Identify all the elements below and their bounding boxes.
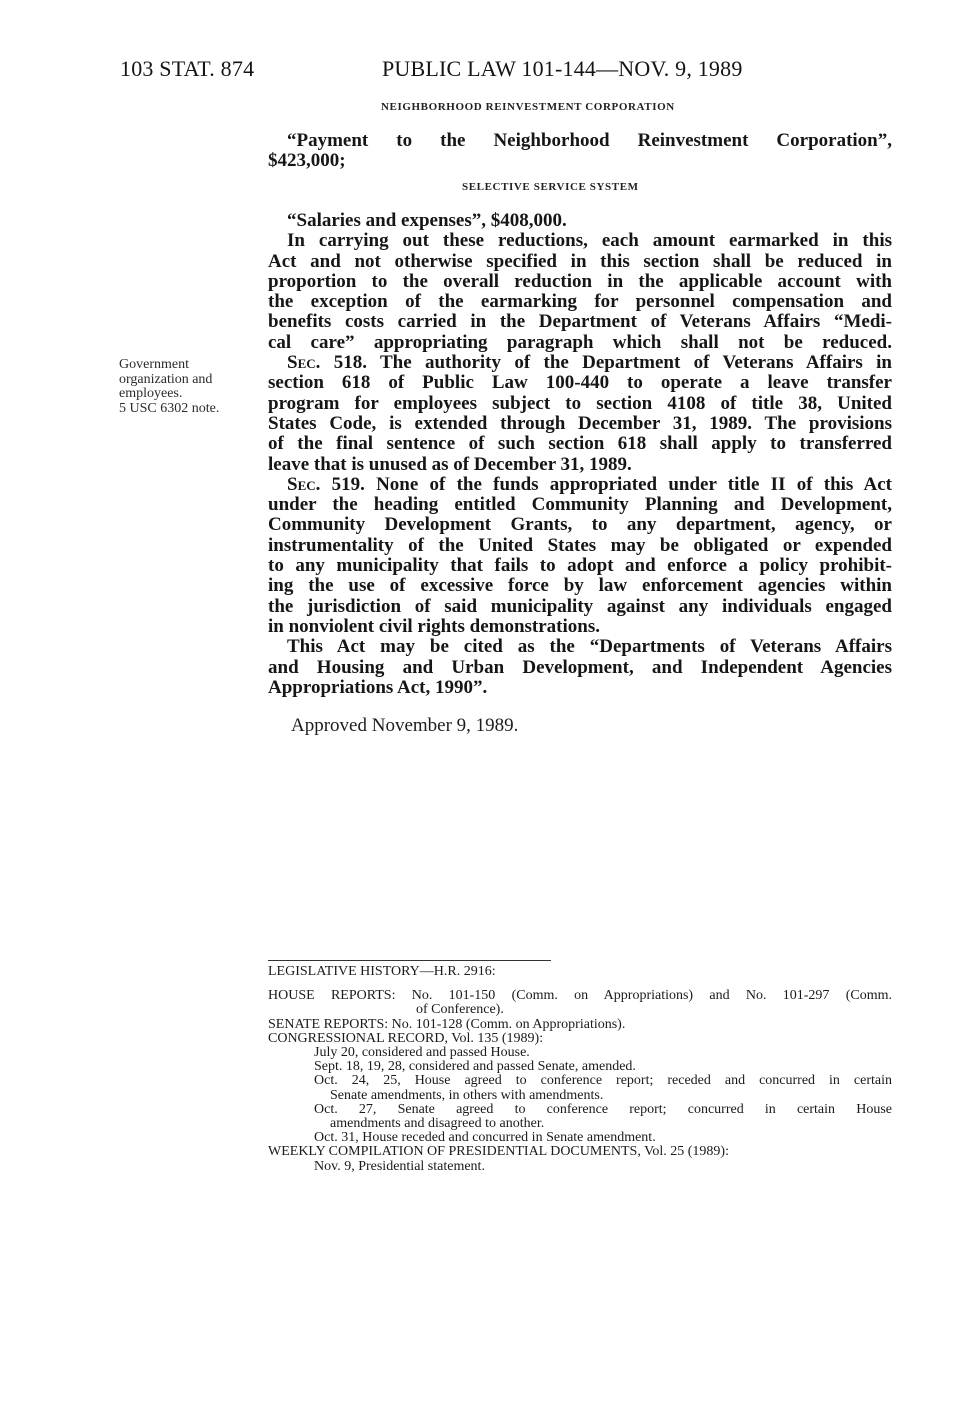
record-entry: Oct. 31, House receded and concurred in Senate amendment.: [314, 1130, 656, 1146]
page-title: PUBLIC LAW 101-144—NOV. 9, 1989: [382, 56, 743, 81]
record-entry-cont: amendments and disagreed to another.: [330, 1116, 545, 1132]
senate-reports: SENATE REPORTS: No. 101-128 (Comm. on Appropriations).: [268, 1016, 626, 1032]
salaries-line: “Salaries and expenses”, $408,000.: [287, 210, 567, 231]
record-entry: July 20, considered and passed House.: [314, 1045, 530, 1061]
sec-518-first-line: [268, 353, 892, 373]
weekly-compilation: WEEKLY COMPILATION OF PRESIDENTIAL DOCUMENTS, Vol. 25 (1989):: [268, 1144, 729, 1160]
text-line: States Code, is extended through December 31, 1989. The provisions: [268, 412, 892, 434]
text-line: the jurisdiction of said municipality against any individuals engaged: [268, 595, 892, 617]
text-line: and Housing and Urban Development, and Independent Agencies: [268, 656, 892, 678]
main-text: [268, 211, 892, 698]
margin-note-line: Government: [119, 357, 189, 372]
approval-date: Approved November 9, 1989.: [291, 715, 519, 736]
weekly-entry: Nov. 9, Presidential statement.: [314, 1158, 485, 1174]
text-line: In carrying out these reductions, each amount earmarked in this: [287, 230, 892, 252]
record-entry: Sept. 18, 19, 28, considered and passed Senate, amended.: [314, 1059, 636, 1075]
section-heading-selective-service: SELECTIVE SERVICE SYSTEM: [462, 181, 639, 193]
text-line: benefits costs carried in the Department of Veterans Affairs “Medi-: [268, 311, 892, 333]
text-line: of the final sentence of such section 618 shall apply to transferred: [268, 433, 892, 455]
record-entry: Oct. 27, Senate agreed to conference report; concurred in certain House: [314, 1101, 892, 1117]
house-reports-cont: of Conference).: [416, 1002, 504, 1018]
record-entry-cont: Senate amendments, in others with amendments.: [330, 1087, 604, 1103]
sec-518-label: Sec. 518.: [287, 352, 367, 374]
payment-paragraph: [268, 131, 892, 172]
margin-note-line: 5 USC 6302 note.: [119, 400, 220, 416]
text-line: ing the use of excessive force by law enforcement agencies within: [268, 575, 892, 597]
text-line: Act and not otherwise specified in this section shall be reduced in: [268, 250, 892, 272]
record-entry: Oct. 24, 25, House agreed to conference report; receded and concurred in certain: [314, 1073, 892, 1089]
sec-519-label: Sec. 519.: [287, 473, 365, 495]
margin-note: [119, 358, 259, 416]
congressional-record: CONGRESSIONAL RECORD, Vol. 135 (1989):: [268, 1030, 544, 1046]
legislative-history: [268, 965, 892, 1174]
stat-reference: 103 STAT. 874: [120, 56, 255, 81]
payment-line: “Payment to the Neighborhood Reinvestment Corporation”,: [287, 130, 892, 151]
legislative-history-heading: LEGISLATIVE HISTORY—H.R. 2916:: [268, 964, 496, 979]
text-line: to any municipality that fails to adopt and enforce a policy prohibit-: [268, 555, 892, 577]
text-line: proportion to the overall reduction in the applicable account with: [268, 270, 892, 292]
sec-519-first-line: [268, 475, 892, 495]
text-line: Community Development Grants, to any department, agency, or: [268, 514, 892, 536]
text-line: section 618 of Public Law 100-440 to operate a leave transfer: [268, 372, 892, 394]
house-reports: HOUSE REPORTS: No. 101-150 (Comm. on Appropriations) and No. 101-297 (Comm.: [268, 988, 892, 1004]
payment-amount: $423,000;: [268, 150, 346, 172]
text-line: The authority of the Department of Veterans Affairs in: [366, 352, 892, 374]
margin-note-line: employees.: [119, 386, 183, 401]
text-line: cal care” appropriating paragraph which shall not be reduced.: [268, 331, 892, 353]
text-line: This Act may be cited as the “Departments of Veterans Affairs: [287, 636, 892, 658]
text-line: None of the funds appropriated under title II of this Act: [364, 473, 892, 495]
section-heading-neighborhood: NEIGHBORHOOD REINVESTMENT CORPORATION: [381, 101, 675, 113]
divider: [268, 960, 551, 961]
margin-note-line: organization and: [119, 371, 213, 387]
text-line: in nonviolent civil rights demonstrations.: [268, 615, 600, 637]
text-line: program for employees subject to section 4108 of title 38, United: [268, 392, 892, 414]
text-line: leave that is unused as of December 31, 1989.: [268, 453, 632, 475]
text-line: Appropriations Act, 1990”.: [268, 676, 488, 698]
text-line: instrumentality of the United States may be obligated or expended: [268, 534, 892, 556]
text-line: the exception of the earmarking for personnel compensation and: [268, 291, 892, 313]
text-line: under the heading entitled Community Planning and Development,: [268, 494, 892, 516]
